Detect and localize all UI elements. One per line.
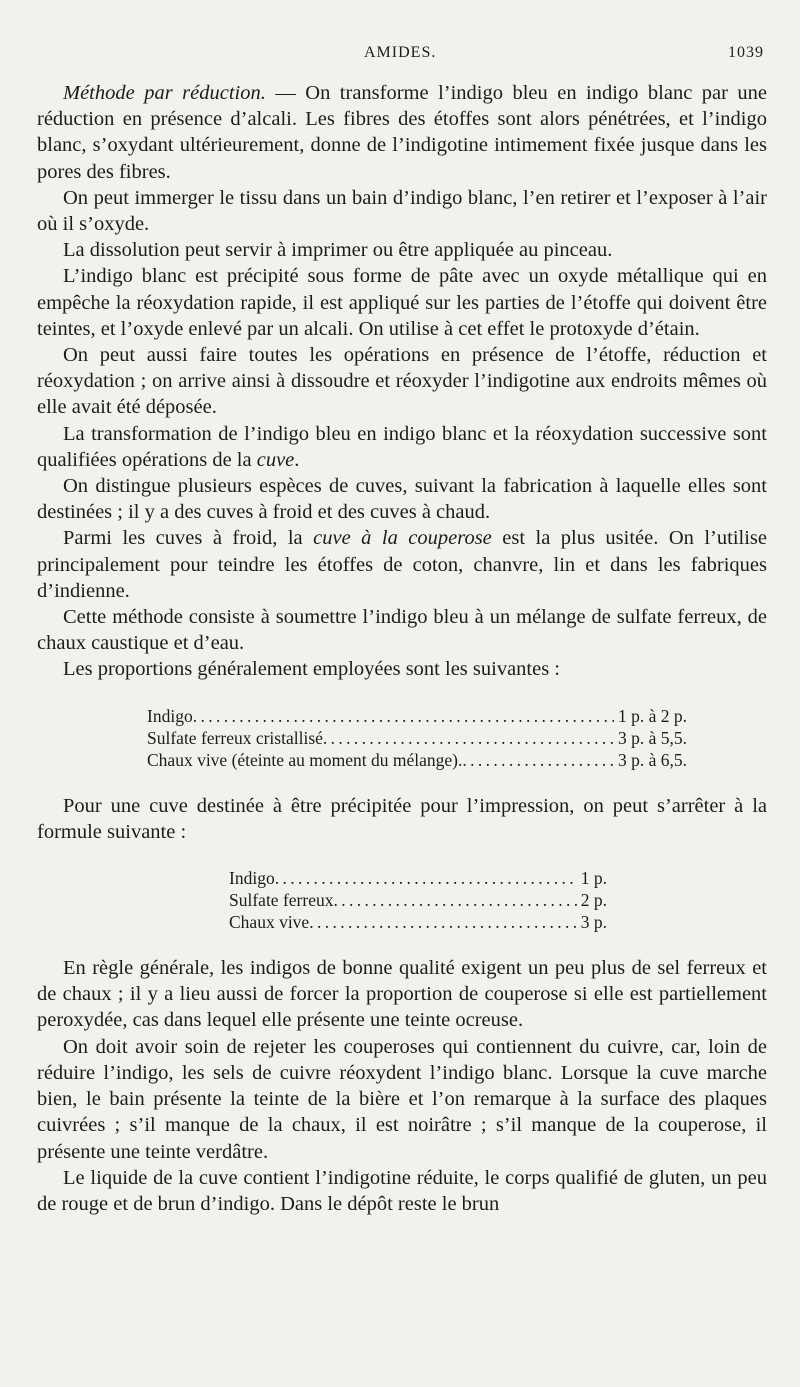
formula-table [229,867,767,933]
paragraph: La transformation de l’indigo bleu en indigo blanc et la réoxydation successive sont qualifiées opérations de la cuve. [37,422,767,471]
page-number: 1039 [728,44,764,61]
table-row: Chaux vive . . . 3 p. [229,911,607,933]
paragraph: L’indigo blanc est précipité sous forme de pâte avec un oxyde métallique qui en empêche la réoxydation rapide, il est appliqué sur les parties de l’étoffe qui doivent être teintes, et l’oxyde enlevé par un alcali. On utilise à cet effet le protoxyde d’étain. [37,265,767,340]
paragraph: Le liquide de la cuve contient l’indigotine réduite, le corps qualifié de gluten, un peu de rouge et de brun d’indigo. Dans le dépôt reste le brun [37,1166,767,1215]
running-header [0,44,800,66]
proportions-table [147,705,767,771]
paragraph-methode: Méthode par réduction. — On transforme l’indigo bleu en indigo blanc par une réduction en présence d’alcali. Les fibres des étoffes sont alors pénétrées, et l’indigo blanc, s’oxydant ultérieurement, donne de l’indigotine intimement fixée jusque dans les pores des fibres. [37,82,768,183]
table-row: Indigo . . . 1 p. [229,867,607,889]
paragraph: Pour une cuve destinée à être précipitée pour l’impression, on peut s’arrêter à la formule suivante : [37,794,767,843]
page-body [37,80,767,1217]
paragraph: En règle générale, les indigos de bonne qualité exigent un peu plus de sel ferreux et de chaux ; il y a lieu aussi de forcer la proportion de couperose si elle est partiellement peroxydée, cas dans lequel elle présente une teinte ocreuse. [37,957,767,1032]
table-row: Chaux vive (éteinte au moment du mélange). . . . 3 p. à 6,5. [147,749,687,771]
table-row: Sulfate ferreux . . . 2 p. [229,889,607,911]
table-row: Indigo . . . 1 p. à 2 p. [147,705,687,727]
paragraph: Parmi les cuves à froid, la cuve à la couperose est la plus usitée. On l’utilise principalement pour teindre les étoffes de coton, chanvre, lin et dans les fabriques d’indienne. [37,527,767,602]
section-lead: Méthode par réduction. [63,82,266,104]
header-title: AMIDES. [364,44,437,61]
table-row: Sulfate ferreux cristallisé . . . 3 p. à 5,5. [147,727,687,749]
paragraph: La dissolution peut servir à imprimer ou être appliquée au pinceau. [63,239,613,262]
paragraph: On distingue plusieurs espèces de cuves, suivant la fabrication à laquelle elles sont destinées ; il y a des cuves à froid et des cuves à chaud. [37,475,767,524]
paragraph: On peut immerger le tissu dans un bain d’indigo blanc, l’en retirer et l’exposer à l’air où il s’oxyde. [37,186,767,236]
paragraph: Les proportions généralement employées sont les suivantes : [63,658,561,681]
paragraph: Cette méthode consiste à soumettre l’indigo bleu à un mélange de sulfate ferreux, de chaux caustique et d’eau. [37,606,767,655]
paragraph: On doit avoir soin de rejeter les couperoses qui contiennent du cuivre, car, loin de réduire l’indigo, les sels de cuivre réoxydent l’indigo blanc. Lorsque la cuve marche bien, le bain présente la teinte de la bière et l’on remarque à la surface des plaques cuivrées ; s’il manque de la chaux, il est noirâtre ; s’il manque de la couperose, il présente une teinte verdâtre. [37,1035,767,1163]
paragraph: On peut aussi faire toutes les opérations en présence de l’étoffe, réduction et réoxydation ; on arrive ainsi à dissoudre et réoxyder l’indigotine aux endroits mêmes où elle avait été déposée. [37,344,767,419]
